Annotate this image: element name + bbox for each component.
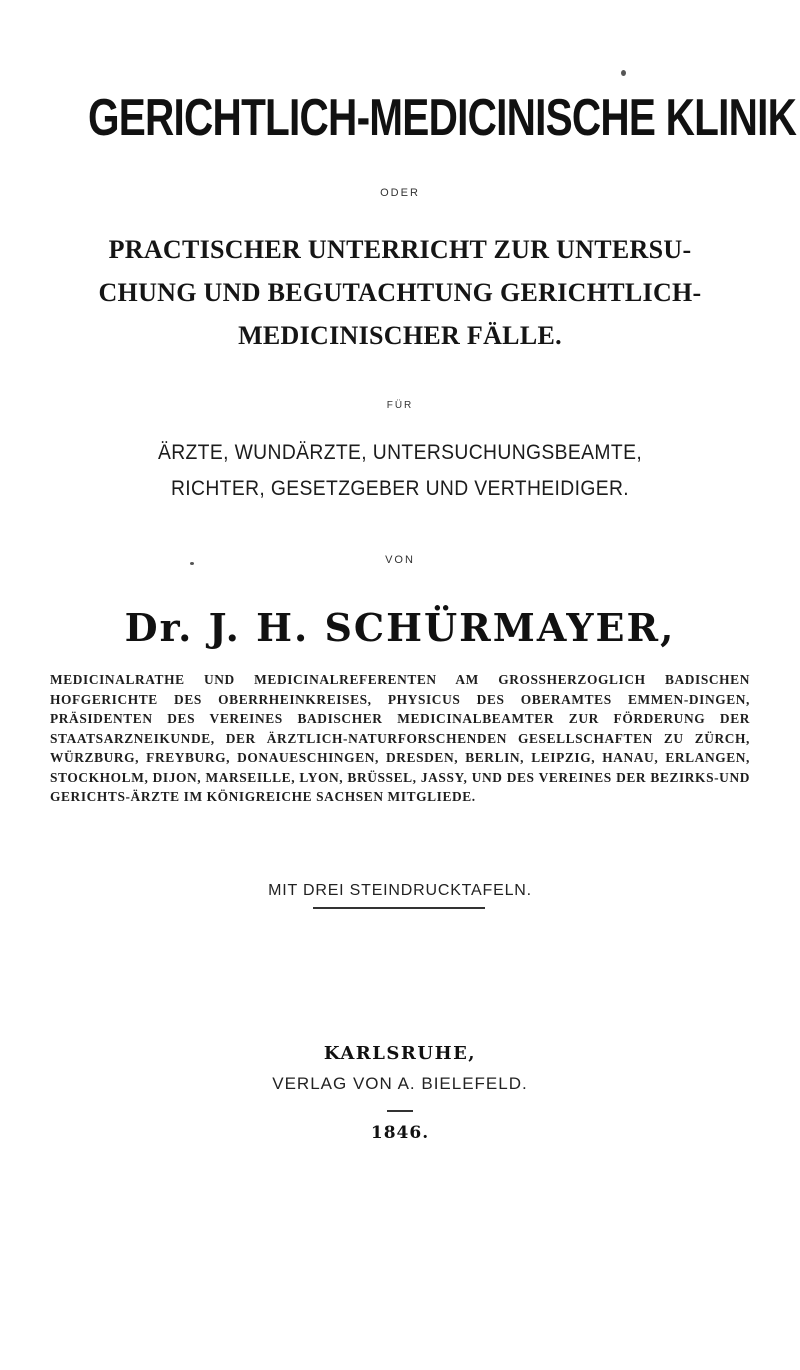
audience-line: RICHTER, GESETZGEBER UND VERTHEIDIGER. bbox=[170, 477, 630, 500]
audience bbox=[32, 435, 768, 507]
ink-speck bbox=[190, 562, 194, 565]
short-divider-rule bbox=[387, 1110, 413, 1112]
divider-rule bbox=[313, 907, 485, 909]
author-name: Dr. J. H. SCHÜRMAYER, bbox=[124, 605, 676, 650]
author-credentials: MEDICINALRATHE UND MEDICINALREFERENTEN AM GROSSHERZOGLICH BADISCHEN HOFGERICHTE DES OBERRHEINKREISES, PHYSICUS DES OBERAMTES EMMEN-DINGEN, PRÄSIDENTEN DES VEREINES BADISCHER MEDICINALBEAMTER ZUR FÖRDERUNG DER STAATSARZNEIKUNDE, DER ÄRZTLICH-NATURFORSCHENDEN GESELLSCHAFTEN ZU ZÜRCH, WÜRZBURG, FREYBURG, DONAUESCHINGEN, DRESDEN, BERLIN, LEIPZIG, HANAU, ERLANGEN, STOCKHOLM, DIJON, MARSEILLE, LYON, BRÜSSEL, JASSY, UND DES VEREINES DER BEZIRKS-UND GERICHTS-ÄRZTE IM KÖNIGREICHE SACHSEN MITGLIEDE. bbox=[50, 672, 750, 804]
subtitle-line: PRACTISCHER UNTERRICHT ZUR UNTERSU- bbox=[108, 235, 692, 264]
subtitle-line: MEDICINISCHER FÄLLE. bbox=[238, 321, 562, 350]
conjunction-oder: ODER bbox=[380, 187, 420, 199]
conjunction-von: VON bbox=[385, 554, 415, 566]
plates-note: MIT DREI STEINDRUCKTAFELN. bbox=[268, 882, 532, 899]
publisher-city: KARLSRUHE, bbox=[323, 1043, 477, 1064]
audience-line: ÄRZTE, WUNDÄRZTE, UNTERSUCHUNGSBEAMTE, bbox=[157, 441, 643, 464]
subtitle-line: CHUNG UND BEGUTACHTUNG GERICHTLICH- bbox=[98, 278, 702, 307]
conjunction-fuer: FÜR bbox=[386, 400, 414, 411]
subtitle bbox=[0, 228, 800, 357]
book-title: GERICHTLICH-MEDICINISCHE KLINIK bbox=[88, 89, 797, 147]
publication-year: 1846. bbox=[370, 1123, 430, 1143]
ink-speck bbox=[621, 70, 626, 76]
publisher-name: VERLAG VON A. BIELEFELD. bbox=[272, 1074, 528, 1093]
